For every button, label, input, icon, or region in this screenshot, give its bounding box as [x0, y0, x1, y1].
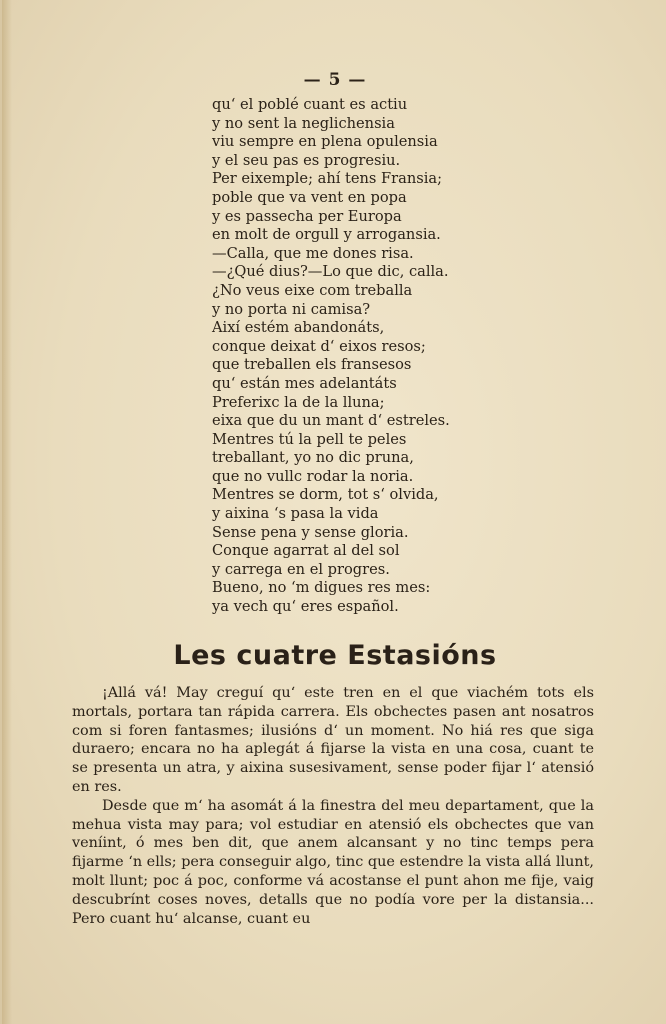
- poem-line: y no porta ni camisa?: [212, 300, 371, 318]
- poem-line: Per eixemple; ahí tens Fransia;: [212, 170, 443, 188]
- poem-line: viu sempre en plena opulensia: [212, 133, 438, 151]
- poem-line: Mentres se dorm, tot s‘ olvida,: [212, 486, 439, 504]
- paragraph: ¡Allá vá! May creguí qu‘ este tren en el que viachém tots els mortals, portara tan rápida carrera. Els obchectes pasen ant nosatros com si foren fantasmes; ilusións d‘ un moment. No hiá res que siga duraero; encara no ha aplegát á fijarse la vista en una cosa, cuant te se presenta un atra, y aixina susesivament, sense poder fijar l‘ atensió en res.: [72, 685, 594, 795]
- poem-line: y carrega en el progres.: [212, 560, 390, 578]
- poem-line: que no vullc rodar la noria.: [212, 467, 414, 485]
- paragraph: Desde que m‘ ha asomát á la finestra del meu departament, que la mehua vista may para; vol estudiar en atensió els obchectes que van veníint, ó mes ben dit, que anem alcansant y no tinc temps pera fijarme ‘n ells; pera conseguir algo, tinc que estendre la vista allá llunt, molt llunt; poc á poc, conforme vá acostanse el punt ahon me fije, vaig descubrínt coses noves, detalls que no podía vore per la distansia... Pero cuant hu‘ alcanse, cuant eu: [72, 797, 594, 927]
- poem-line: y es passecha per Europa: [212, 207, 402, 225]
- poem-line: Preferixc la de la lluna;: [212, 393, 385, 411]
- poem-line: ¿No veus eixe com treballa: [212, 281, 413, 299]
- poem-line: —Calla, que me dones risa.: [212, 244, 414, 262]
- poem-line: que treballen els fransesos: [212, 356, 412, 374]
- poem-line: eixa que du un mant d‘ estreles.: [212, 412, 450, 430]
- poem-line: Bueno, no ‘m digues res mes:: [212, 579, 431, 597]
- poem-line: qu‘ están mes adelantáts: [212, 374, 397, 392]
- poem-line: qu‘ el poblé cuant es actiu: [212, 96, 408, 113]
- page-fold-shadow: [2, 0, 12, 1024]
- prose-body: [72, 684, 594, 928]
- poem-line: Sense pena y sense gloria.: [212, 523, 409, 541]
- poem-line: ya vech qu‘ eres español.: [212, 598, 399, 616]
- poem-line: Conque agarrat al del sol: [212, 542, 400, 560]
- section-title: Les cuatre Estasións: [173, 640, 497, 671]
- poem-line: en molt de orgull y arrogansia.: [212, 226, 441, 244]
- poem-line: poble que va vent en popa: [212, 188, 407, 206]
- poem-line: treballant, yo no dic pruna,: [212, 449, 414, 467]
- poem-line: y el seu pas es progresiu.: [212, 151, 401, 169]
- poem-line: —¿Qué dius?—Lo que dic, calla.: [212, 263, 449, 281]
- poem-line: conque deixat d‘ eixos resos;: [212, 337, 426, 355]
- poem-line: Així estém abandonáts,: [212, 319, 385, 337]
- poem-line: Mentres tú la pell te peles: [212, 430, 407, 448]
- poem: [212, 96, 512, 617]
- poem-line: y no sent la neglichensia: [212, 114, 395, 132]
- poem-line: y aixina ‘s pasa la vida: [212, 505, 379, 523]
- page-number: — 5 —: [303, 70, 367, 90]
